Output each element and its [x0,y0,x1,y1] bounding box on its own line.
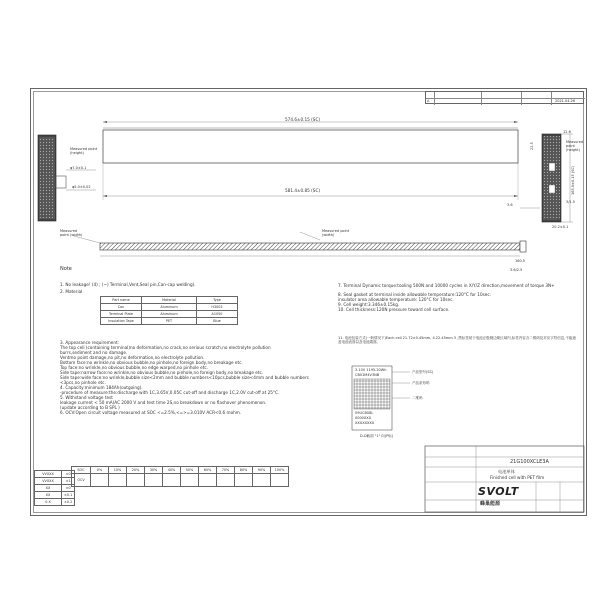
revision-letter: A [427,99,430,103]
table-row [101,311,238,318]
left-measured-point: Measured point (height) [70,147,98,155]
note-line: The top cell (containing terminal)no deformation,no crack,no serious scratch,no electrolyte pollution [60,345,271,350]
soc-cell: 30% [145,467,163,474]
right-measured-point: Measured point (height) [566,140,584,152]
note-line: leakage current < 50 mA(AC 2000 V and test time 2S,no breakdown or no flashover phenomenon. [60,400,267,405]
left-dim-1: φ7.0±0.1 [70,166,87,170]
right-dim-5: 3/1.5 [566,200,575,204]
bottom-dim-1: 160.5 [515,259,526,263]
table-cell: VVXXX [35,478,62,485]
label-stars: 0000XXX [355,416,372,420]
label-xxx: XXXXXXXX [355,421,375,425]
label-line-1: 3.10V 1195.20Wh [355,368,387,372]
dim-length: 574.6±0.15 (SC) [285,117,321,122]
title-cn: 电池单体 [498,469,515,474]
table-cell: XX [35,485,62,492]
company-logo: SVOLT [478,485,519,498]
note-item-1: 1. No leakage! (4) ; (~) Terminal,Vent,Seal pin,Can-cap welding). [60,282,196,287]
note-line: 3. Appearance requirement: [60,340,120,345]
company-cn: 蜂巢能源 [480,501,501,507]
table-cell: ±0.2 [62,499,75,506]
soc-row [72,474,289,487]
table-cell: PET [142,318,197,325]
label-side-2: 产品条形码 [412,381,430,385]
soc-cell: 10% [109,467,127,474]
table-cell: ±0 [62,485,75,492]
soc-cell: 90% [253,467,271,474]
table-row [35,471,75,478]
right-dim-1: 12.6 [563,130,571,134]
soc-cell: 50% [181,467,199,474]
tolerance-table [34,470,75,506]
label-line-2: CB01M4V3NB [355,373,380,377]
note-item-2: 2. Material [60,289,83,294]
table-row [35,478,75,485]
material-table [100,296,238,325]
title-en: Finished cell with PET film [490,475,545,480]
note-line: (update according to B SPL ) [60,405,120,410]
table-cell: Aluminum [142,304,197,311]
label-side-3: 二维码 [412,396,423,400]
table-cell: Insulation Tape [101,318,142,325]
note-line: Top face:no wrinkle,no obvious bubble,no edge warped,no pinhole etc. [60,365,209,370]
appearance-notes [60,340,309,415]
right-dim-4: 3.6 [507,203,513,207]
table-row [35,492,75,499]
note-line: insulator area allowable temperature: 120°C for 10sec. [338,297,454,302]
bottom-measured-point-right: Measured point (width) [322,229,350,237]
header-cell: Material [142,297,197,304]
note-line: 8. Seal gasket at terminal inside allowable temperature:120°C for 10sec. [338,292,491,297]
note-line: Bottom face:no wrinkle,no obvious bubble,no pinhole,no foreign body,no breakage etc. [60,360,243,365]
right-dim-3: 165.0±0.15 (SC) [571,165,575,195]
header-cell: Part name [101,297,142,304]
note-line: Side tape:narrow face:no wrinkle,no obvious bubble,no pinhole,no foreign body,no breakage etc. [60,370,264,375]
dim-inner-length: 581.4±0.85 (SC) [285,188,321,193]
note-line: Side tape:wide face:no wrinkle,bubble size<2mm and bubble numbers<10pcs,bubble size<4mm and bubble numbers [60,375,309,380]
soc-cell: 100% [271,467,289,474]
bottom-measured-point-left: Measured point (width) [60,229,83,237]
note-line: -procedure of measure:the:discharge with 1C,3.65V,0.05C cut-off and discharge 1C,2.0V cut-off at 25°C. [60,390,280,395]
soc-cell: 60% [199,467,217,474]
soc-cell: 40% [163,467,181,474]
label-side-1: 产品型号(SC) [412,370,434,374]
note-line: 6. OCV:Open circuit voltage measured at SOC <=2.5%,<=>=3.010V ACR<0.6 mohm. [60,410,242,415]
table-cell: Blue [197,318,238,325]
table-row [101,318,238,325]
label-side-4: D-D截面 "1" 向(P标) [360,434,394,438]
table-row [35,499,75,506]
soc-cell: 0% [91,467,109,474]
revision-date: 2021.04.26 [555,99,576,103]
table-row [35,485,75,492]
note-line: burrs,sediment and no damage. [60,350,128,355]
table-cell: VVXXX [35,471,62,478]
soc-cell: OCV [72,474,91,487]
soc-table [71,466,289,487]
note-title: Note [60,266,72,272]
table-cell: ±0.1 [62,492,75,499]
table-cell: A1050 [197,311,238,318]
chinese-note: 11. 电池包装方式(一般情况下)Each cell 21.72±0.45mm, 4.22.45mm 3 ,黑标签贴于电池正极侧边缘区域内,标签内容含二维码及对应字符信息,不能遮盖电池表面以及电池端面。 [338,336,576,344]
note-line: 5. Withstand voltage test [60,395,113,400]
note-line: <3pcs,no pinhole etc. [60,380,106,385]
table-cell: 0.X [35,499,62,506]
right-dim-6: 20.2±0.1 [552,225,569,229]
table-cell: XX [35,492,62,499]
note-line: Ventmo point damage,no pit,no deformation,no electrolyte pollution. [60,355,205,360]
table-cell: ±1 [62,478,75,485]
right-notes [338,283,555,312]
table-cell: H3003 [197,304,238,311]
soc-row [72,467,289,474]
header-cell: Type [197,297,238,304]
soc-cell: 20% [127,467,145,474]
note-line: 4. Capacity:minimum 184Ah(outgoing). [60,385,143,390]
table-cell: Can [101,304,142,311]
part-number: 21G100XCLE3A [510,459,549,465]
note-line: 10. Cell thickness:120N pressure toward cell surface. [338,307,450,312]
cell-body [103,130,518,163]
label-code: 09UCB08L [355,411,374,415]
table-cell: Aluminum [142,311,197,318]
bottom-dim-2: 3.6/2.5 [510,268,523,272]
note-line: 9. Cell weight:3.346±0.15kg. [338,302,400,307]
cell-side-view [100,243,520,250]
material-table-header [101,297,238,304]
soc-cell: 80% [235,467,253,474]
table-row [101,304,238,311]
left-dim-2: φ5.0±0.02 [72,185,91,189]
table-cell: ±0 [62,471,75,478]
table-cell: Terminal Plate [101,311,142,318]
soc-cell: SOC [72,467,91,474]
right-dim-2: 22.5 [530,142,534,150]
note-line: 7. Terminal Dynamic torque:tooling 500N and 10000 cycles in X/Y/Z direction,movement of torque 3N+ [338,283,555,288]
soc-cell: 70% [217,467,235,474]
